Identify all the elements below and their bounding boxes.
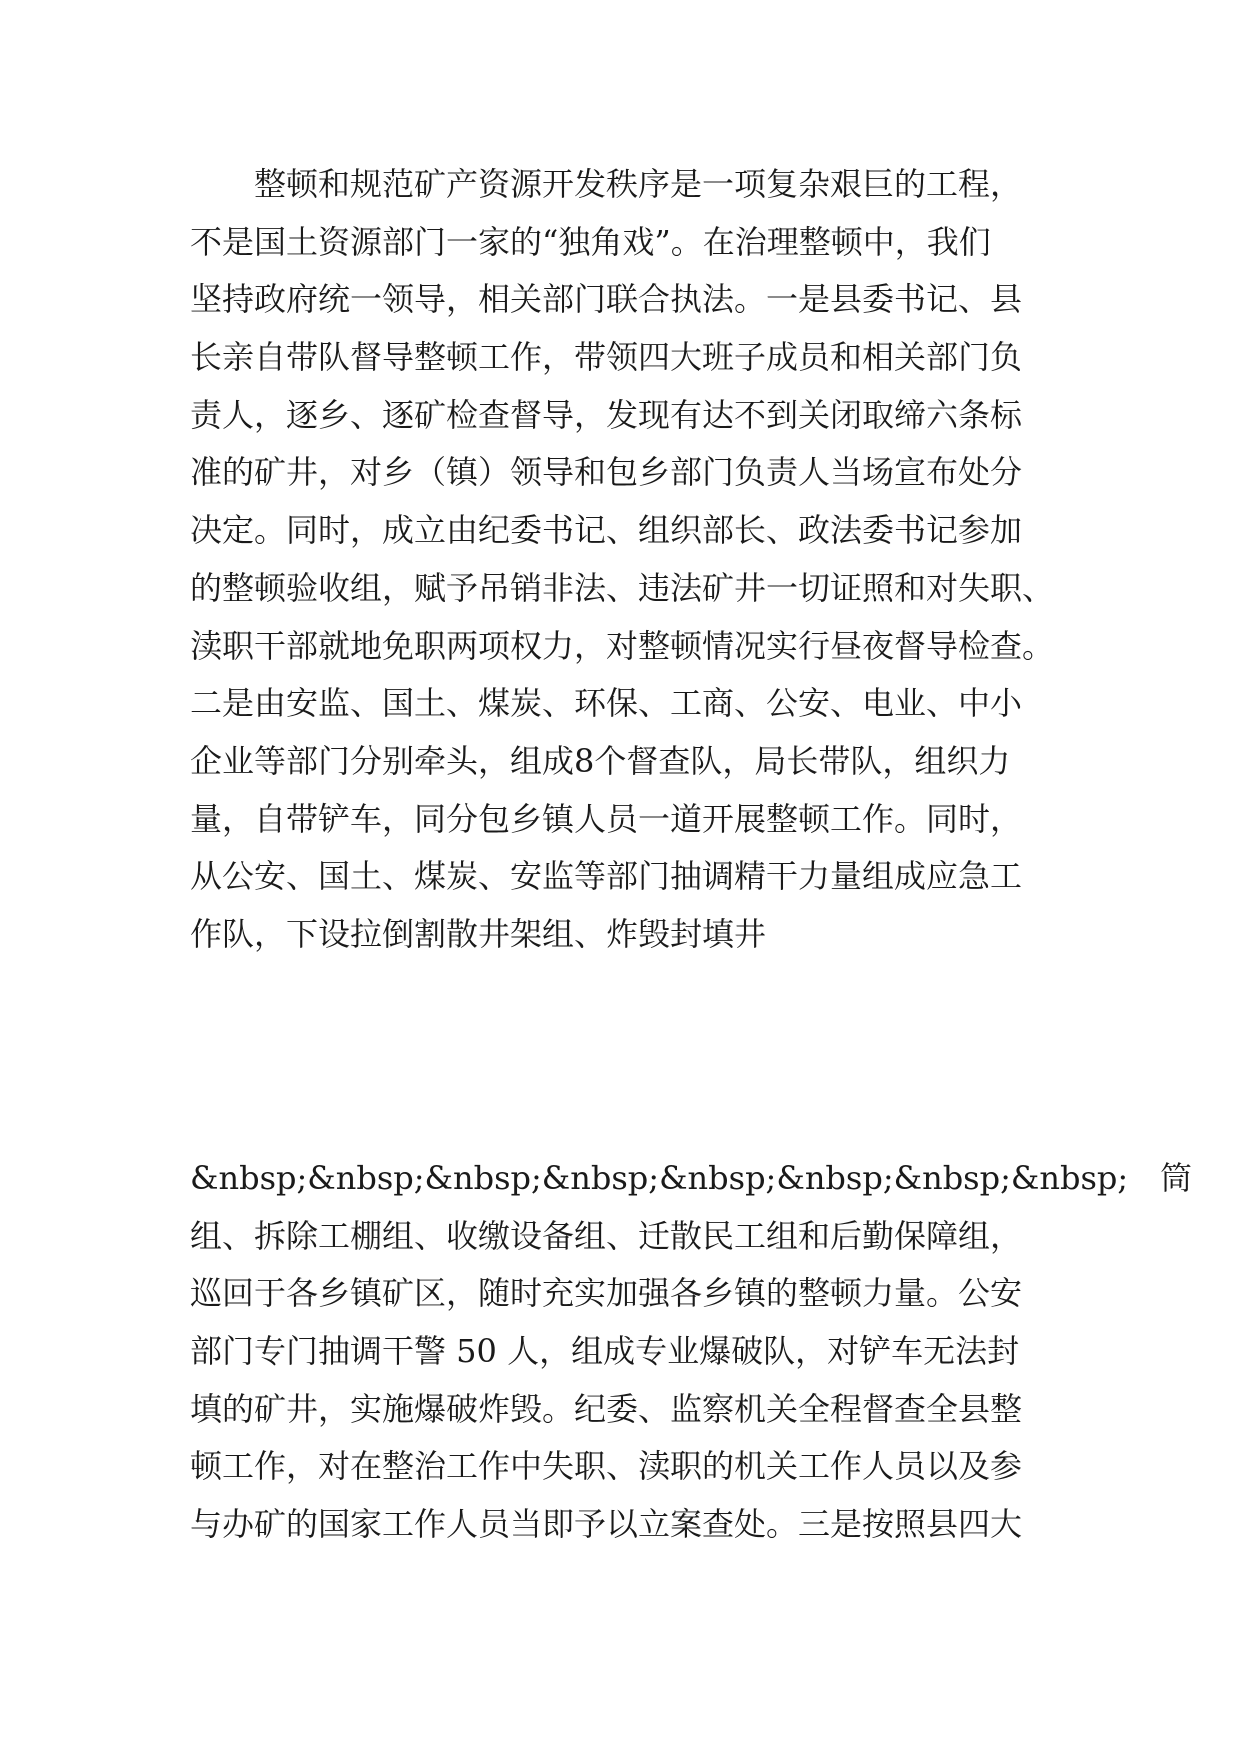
- text-line: 从公安、国土、煤炭、安监等部门抽调精干力量组成应急工: [190, 857, 1023, 896]
- text-line: 准的矿井，对乡（镇）领导和包乡部门负责人当场宣布处分: [190, 453, 1023, 492]
- text-line: 填的矿井，实施爆破炸毁。纪委、监察机关全程督查全县整: [190, 1389, 1023, 1428]
- text-line: 组、拆除工棚组、收缴设备组、迁散民工组和后勤保障组，: [190, 1216, 1023, 1255]
- text-line: 作队，下设拉倒割散井架组、炸毁封填井: [190, 914, 767, 953]
- text-line: 的整顿验收组，赋予吊销非法、违法矿井一切证照和对失职、: [190, 568, 1055, 607]
- text-line: 部门专门抽调干警 50 人，组成专业爆破队，对铲车无法封: [190, 1332, 1020, 1371]
- text-line: 整顿和规范矿产资源开发秩序是一项复杂艰巨的工程，: [190, 165, 1023, 203]
- paragraph-2: [190, 1150, 1193, 1554]
- text-line: 与办矿的国家工作人员当即予以立案查处。三是按照县四大: [190, 1505, 1023, 1544]
- text-line: &nbsp;&nbsp;&nbsp;&nbsp;&nbsp;&nbsp;&nbsp;&nbsp; 筒: [190, 1159, 1193, 1197]
- text-line: 顿工作，对在整治工作中失职、渎职的机关工作人员以及参: [190, 1447, 1023, 1486]
- text-line: 长亲自带队督导整顿工作，带领四大班子成员和相关部门负: [190, 338, 1023, 377]
- text-line: 坚持政府统一领导，相关部门联合执法。一是县委书记、县: [190, 280, 1023, 319]
- text-line: 责人，逐乡、逐矿检查督导，发现有达不到关闭取缔六条标: [190, 395, 1023, 434]
- text-line: 量，自带铲车，同分包乡镇人员一道开展整顿工作。同时，: [190, 799, 1023, 838]
- text-line: 企业等部门分别牵头，组成8个督查队，局长带队，组织力: [190, 741, 1011, 780]
- text-line: 渎职干部就地免职两项权力，对整顿情况实行昼夜督导检查。: [190, 626, 1055, 665]
- paragraph-1: [190, 156, 1070, 964]
- text-line: 二是由安监、国土、煤炭、环保、工商、公安、电业、中小: [190, 684, 1023, 723]
- text-line: 决定。同时，成立由纪委书记、组织部长、政法委书记参加: [190, 511, 1023, 550]
- text-line: 巡回于各乡镇矿区，随时充实加强各乡镇的整顿力量。公安: [190, 1274, 1023, 1313]
- text-line: 不是国土资源部门一家的“独角戏”。在治理整顿中，我们: [190, 222, 991, 261]
